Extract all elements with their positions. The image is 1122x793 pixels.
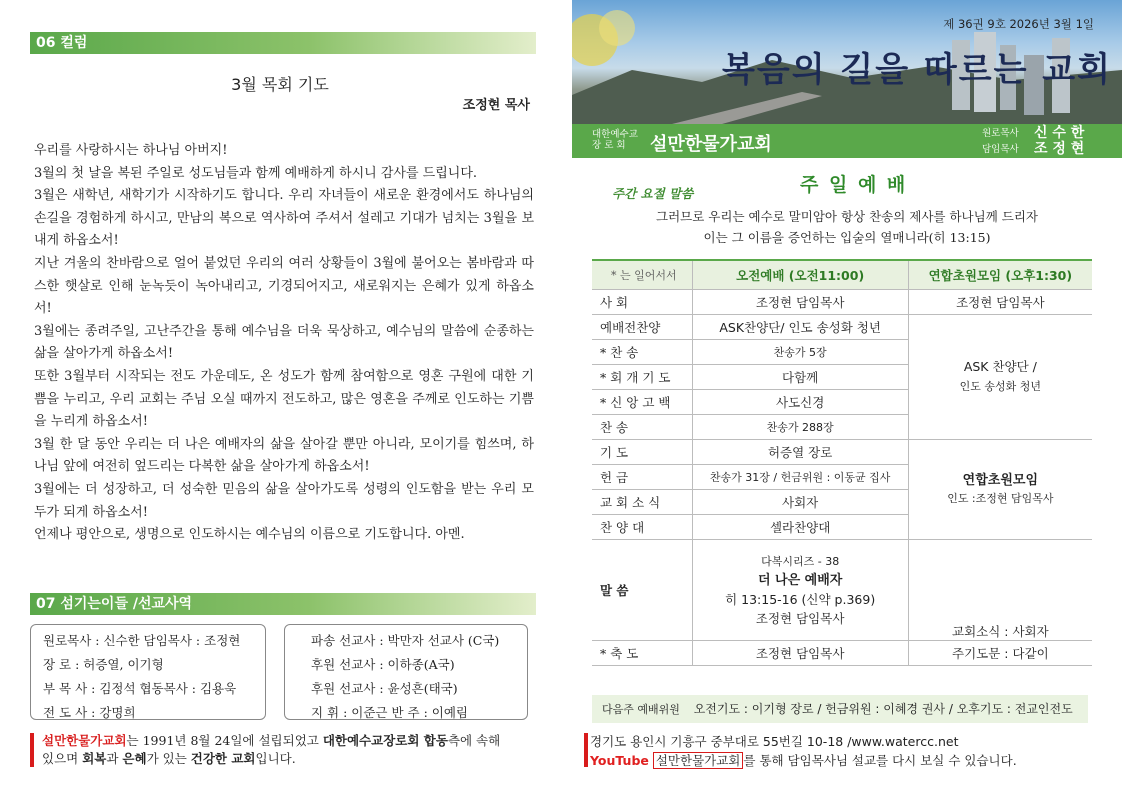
denom-line: 대한예수교 [592,129,638,140]
verse-line: 그러므로 우리는 예수로 말미암아 항상 찬송의 제사를 하나님께 드리자 [656,209,1038,224]
paragraph: 언제나 평안으로, 생명으로 인도하시는 예수님의 이름으로 기도합니다. 아멘. [34,527,465,543]
service-heading: 주 일 예 배 [800,174,908,196]
order-role: * 신 앙 고 백 [592,390,692,415]
youtube-text: 를 통해 담임목사님 설교를 다시 보실 수 있습니다. [743,753,1017,768]
denom-line: 장 로 회 [592,140,626,151]
pm-meeting-leader: 인도 :조정현 담임목사 [947,491,1054,505]
pastor-name: 조 정 현 [1034,141,1085,157]
pastor-label: 원로목사 [982,128,1019,139]
pm-meeting-title: 연합초원모임 [962,472,1039,488]
prayer-body [34,140,534,547]
mission-line: 후원 선교사 : 이하종(A국) [311,657,455,672]
staff-box [30,624,266,720]
pm-praise-cell [908,315,1092,440]
youtube-logo: YouTube [590,753,649,768]
pastor-names [1034,125,1084,157]
bulletin-title: 복음의 길을 따르는 교회 [722,50,1112,90]
order-role: 사 회 [592,290,692,315]
staff-line: 부 목 사 : 김정석 협동목사 : 김용욱 [43,681,237,696]
am-cell: 찬송가 31장 / 헌금위원 : 이동균 집사 [692,465,908,490]
paragraph: 또한 3월부터 시작되는 전도 가운데도, 온 성도가 함께 참여함으로 영혼 구원에 대한 기쁨을 누리고, 우리 교회는 주님 오실 때까지 전도하고, 많은 영혼을 주께로 인도하는 기쁨을 누리게 하옵소서! [34,368,534,430]
note-emphasis: 은혜 [122,751,147,766]
order-role: 예배전찬양 [592,315,692,340]
am-cell: 조정현 담임목사 [692,290,908,315]
sermon-title: 더 나은 예배자 [757,573,843,588]
am-cell: 조정현 담임목사 [692,641,908,666]
paragraph: 우리를 사랑하시는 하나님 아버지! [34,143,228,158]
am-cell: 허증열 장로 [692,440,908,465]
table-row [592,440,1092,465]
pm-cell: 주기도문 : 다같이 [908,641,1092,666]
column-title: 3월 목회 기도 [231,75,329,94]
next-week-duties [592,695,1088,723]
paragraph: 3월의 첫 날을 복된 주일로 성도님들과 함께 예배하게 하시니 감사를 드립니다. [34,165,478,181]
denomination: 대한예수교장로회 합동 [322,733,448,748]
column-section-header [30,32,536,54]
verse-line: 이는 그 이름을 증언하는 입술의 열매니라(히 13:15) [703,230,991,245]
pastor-labels [982,126,1019,158]
staff-line: 장 로 : 허증열, 이기형 [43,657,164,672]
pastor-name: 신 수 한 [1034,125,1085,141]
am-cell: 사도신경 [692,390,908,415]
mission-line: 지 휘 : 이준근 반 주 : 이예림 [311,705,468,720]
paragraph: 3월에는 종려주일, 고난주간을 통해 예수님을 더욱 묵상하고, 예수님의 말씀에 순종하는 삶을 살아가게 하옵소서! [34,323,534,362]
denomination-label [592,129,638,151]
footer-info [590,732,1017,770]
note-text: 과 [106,751,123,766]
issue-info: 제 36권 9호 2026년 3월 1일 [943,17,1094,31]
order-role: * 찬 송 [592,340,692,365]
note-emphasis: 건강한 교회 [190,751,256,766]
am-cell: 셀라찬양대 [692,515,908,540]
weekly-verse-label: 주간 요절 말씀 [612,186,694,201]
order-role: 찬 송 [592,415,692,440]
footer-accent-bar [584,733,588,767]
note-text: 있으며 [42,751,83,766]
next-week-label: 다음주 예배위원 [602,703,680,716]
pm-meeting-cell [908,440,1092,540]
paragraph: 3월 한 달 동안 우리는 더 나은 예배자의 삶을 살아갈 뿐만 아니라, 모이기를 힘쓰며, 하나님 앞에 여전히 엎드리는 다복한 삶을 살아가게 하옵소서! [34,436,534,475]
staff-line: 원로목사 : 신수한 담임목사 : 조정현 [43,633,241,648]
stand-note: * 는 일어서서 [592,260,692,290]
next-week-text: 오전기도 : 이기형 장로 / 헌금위원 : 이혜경 권사 / 오후기도 : 전교인전도 [693,702,1073,716]
note-text: 측에 속해 [447,733,501,748]
table-row [592,290,1092,315]
weekly-verse [572,206,1122,248]
sermon-series: 다복시리즈 - 38 [761,555,840,568]
pm-praise-line: ASK 찬양단 / [963,359,1037,374]
order-role: 기 도 [592,440,692,465]
church-note [42,732,552,768]
note-text: 가 있는 [146,751,191,766]
pastor-label: 담임목사 [982,144,1019,155]
worship-order-table [592,259,1092,666]
order-role: 헌 금 [592,465,692,490]
paragraph: 지난 겨울의 찬바람으로 얼어 붙었던 우리의 여러 상황들이 3월에 불어오는 봄바람과 따스한 햇살로 인해 눈녹듯이 녹아내리고, 기경되어지고, 새로워지는 은혜가 있게 하옵소서! [34,255,534,317]
paragraph: 3월에는 더 성장하고, 더 성숙한 믿음의 삶을 살아가도록 성령의 인도함을 받는 우리 모두가 되게 하옵소서! [34,481,534,520]
pm-cell: 조정현 담임목사 [908,290,1092,315]
missions-box [284,624,528,720]
pm-praise-line: 인도 송성화 청년 [959,380,1042,393]
church-address[interactable]: 경기도 용인시 기흥구 중부대로 55번길 10-18 /www.watercc.net [590,734,959,749]
note-emphasis: 회복 [82,751,107,766]
church-band [572,124,1122,158]
pm-service-header: 연합초원모임 (오후1:30) [908,260,1092,290]
mission-line: 파송 선교사 : 박만자 선교사 (C국) [311,633,500,648]
note-accent-bar [30,733,34,767]
am-cell: ASK찬양단/ 인도 송성화 청년 [692,315,908,340]
table-header [592,260,1092,290]
am-service-header: 오전예배 (오전11:00) [692,260,908,290]
am-cell: 사회자 [692,490,908,515]
ministry-section-header [30,593,536,615]
church-name: 설만한물가교회 [650,134,772,155]
youtube-channel[interactable]: 설만한물가교회 [653,752,744,769]
am-cell: 찬송가 288장 [692,415,908,440]
am-cell: 다함께 [692,365,908,390]
table-row [592,641,1092,666]
church-name: 설만한물가교회 [42,733,127,748]
order-role: 교 회 소 식 [592,490,692,515]
pm-news: 교회소식 : 사회자 [908,540,1092,641]
column-author: 조정현 목사 [462,98,530,113]
section-title: 07 섬기는이들 /선교사역 [36,596,193,612]
sermon-preacher: 조정현 담임목사 [755,611,845,626]
order-role: 말 씀 [592,540,692,641]
staff-line: 전 도 사 : 강명희 [43,705,136,720]
order-role: * 회 개 기 도 [592,365,692,390]
note-text: 입니다. [255,751,296,766]
mission-line: 후원 선교사 : 윤성흔(태국) [311,681,458,696]
am-cell: 찬송가 5장 [692,340,908,365]
sermon-cell [692,540,908,641]
sermon-reference: 히 13:15-16 (신약 p.369) [725,592,876,607]
section-title: 06 컬럼 [36,35,88,51]
table-row [592,315,1092,340]
paragraph: 3월은 새학년, 새학기가 시작하기도 합니다. 우리 자녀들이 새로운 환경에서도 하나님의 손길을 경험하게 하시고, 만남의 복으로 역사하여 주셔서 설레고 기대가 넘치는 3월을 보내게 하옵소서! [34,188,534,249]
note-text: 는 1991년 8월 24일에 설립되었고 [126,733,323,748]
order-role: 찬 양 대 [592,515,692,540]
order-role: * 축 도 [592,641,692,666]
